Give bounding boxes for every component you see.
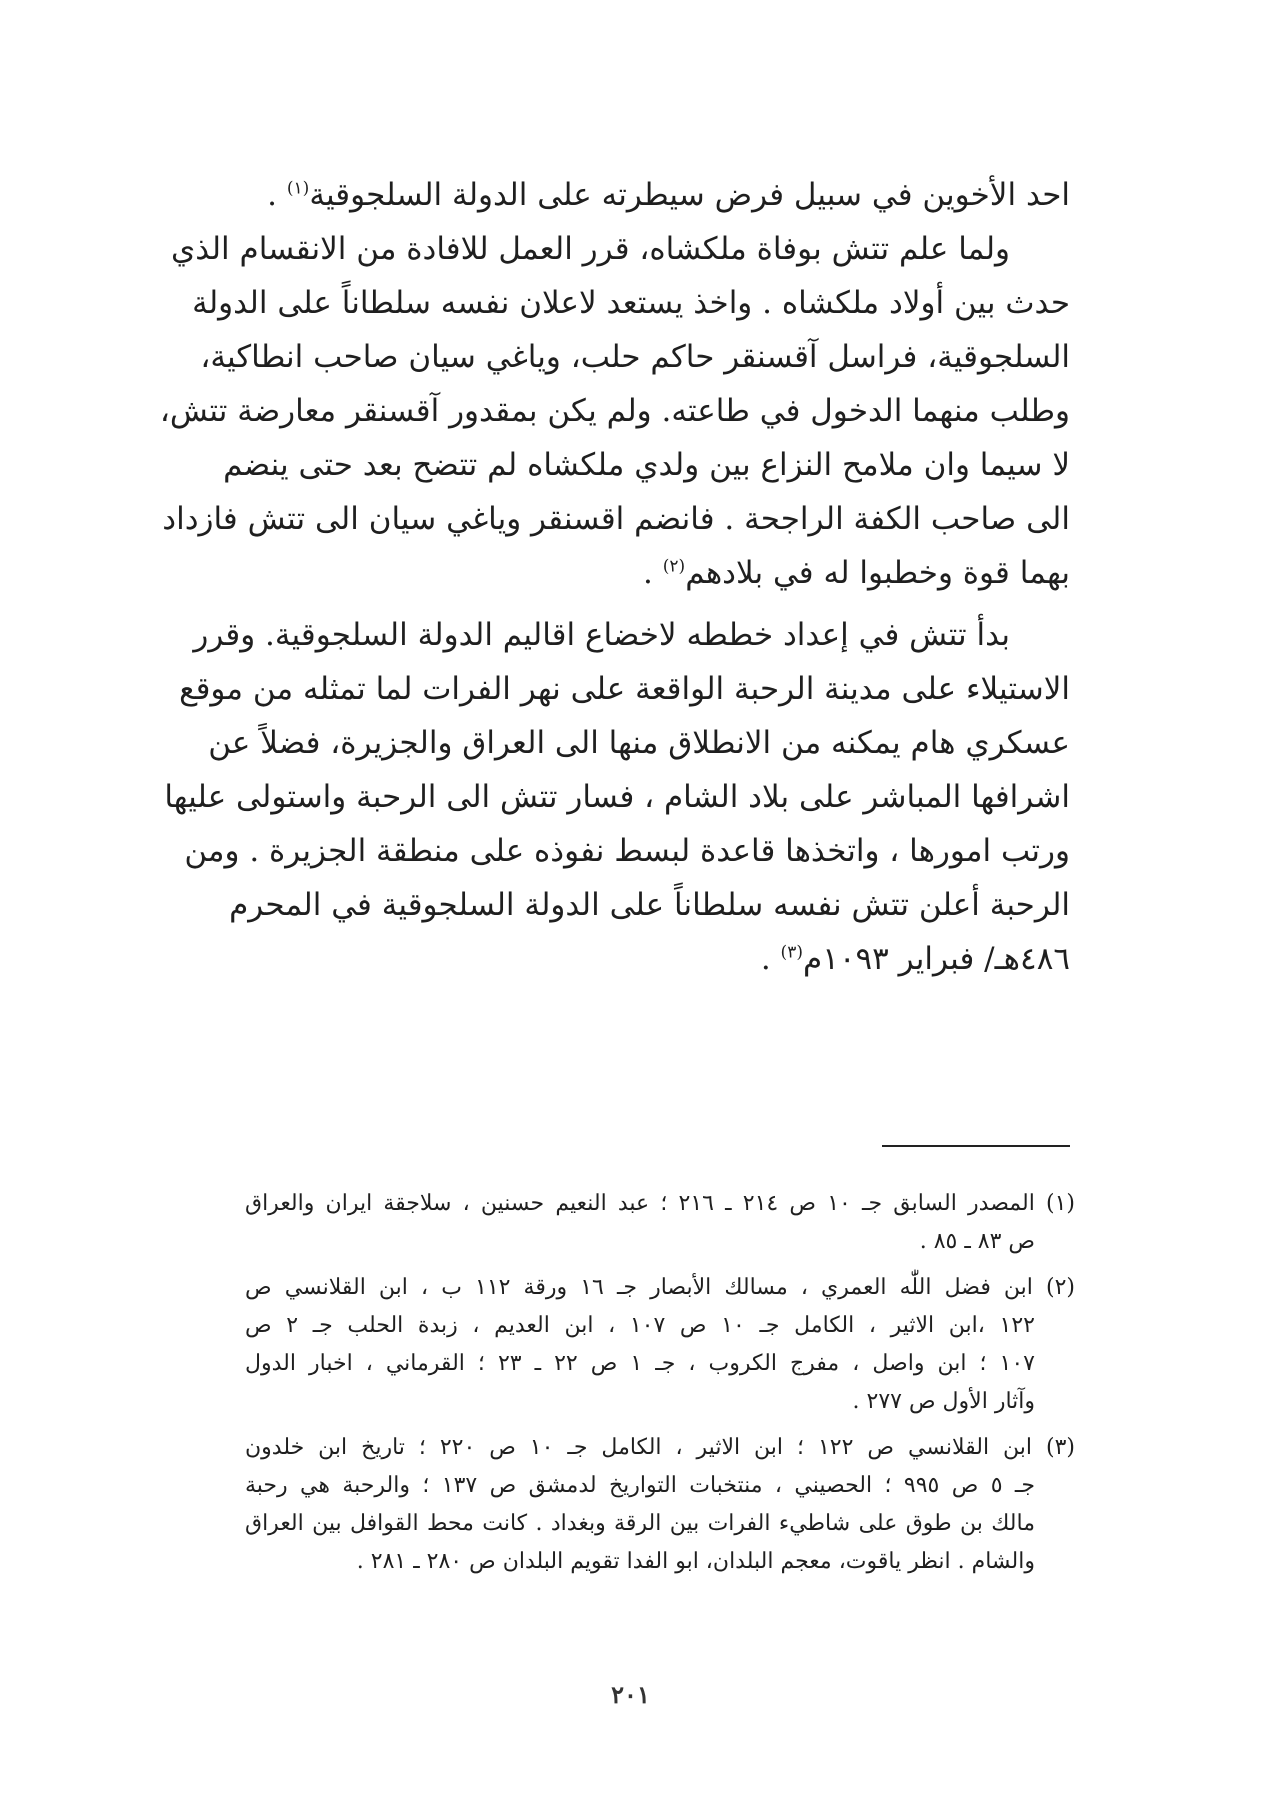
footnote-line: ص ٨٣ ـ ٨٥ . [919,1229,1035,1254]
period: . [267,177,287,213]
text-line: ورتب امورها ، واتخذها قاعدة لبسط نفوذه على منطقة الجزيرة . ومن [184,833,1070,869]
text-line: اشرافها المباشر على بلاد الشام ، فسار تتش الى الرحبة واستولى عليها [164,779,1070,815]
footnote-line: جـ ٥ ص ٩٩٥ ؛ الحصيني ، منتخبات التواريخ لدمشق ص ١٣٧ ؛ والرحبة هي رحبة [245,1473,1035,1498]
period: . [760,941,781,977]
footnote-line: ١٢٢ ،ابن الاثير ، الكامل جـ ١٠ ص ١٠٧ ، ابن العديم ، زبدة الحلب جـ ٢ ص [245,1313,1035,1338]
text-line: ولما علم تتش بوفاة ملكشاه، قرر العمل للافادة من الانقسام الذي [171,231,1010,267]
footnote-2 [245,1269,1075,1421]
footnote-line: (٣) ابن القلانسي ص ١٢٢ ؛ ابن الاثير ، الكامل جـ ١٠ ص ٢٢٠ ؛ تاريخ ابن خلدون [245,1435,1076,1460]
line-text: بهما قوة وخطبوا له في بلادهم [685,555,1070,591]
text-line: السلجوقية، فراسل آقسنقر حاكم حلب، وياغي سيان صاحب انطاكية، [200,339,1070,375]
footnote-ref-1[interactable]: (١) [286,178,310,199]
footnote-1 [245,1185,1075,1261]
text-line: عسكري هام يمكنه من الانطلاق منها الى العراق والجزيرة، فضلاً عن [208,725,1070,761]
line-text: احد الأخوين في سبيل فرض سيطرته على الدولة السلجوقية [309,177,1070,213]
text-line [250,168,1070,222]
text-line: حدث بين أولاد ملكشاه . واخذ يستعد لاعلان نفسه سلطاناً على الدولة [192,285,1070,321]
text-line: وطلب منهما الدخول في طاعته. ولم يكن بمقدور آقسنقر معارضة تتش، [159,393,1070,429]
text-line: الرحبة أعلن تتش نفسه سلطاناً على الدولة السلجوقية في المحرم [229,887,1070,923]
footnote-line: (١) المصدر السابق جـ ١٠ ص ٢١٤ ـ ٢١٦ ؛ عبد النعيم حسنين ، سلاجقة ايران والعراق [245,1191,1075,1216]
footnote-line: والشام . انظر ياقوت، معجم البلدان، ابو الفدا تقويم البلدان ص ٢٨٠ ـ ٢٨١ . [356,1549,1035,1574]
footnote-line: (٢) ابن فضل اللّٰه العمري ، مسالك الأبصار جـ ١٦ ورقة ١١٢ ب ، ابن القلانسي ص [245,1275,1076,1300]
footnote-line: وآثار الأول ص ٢٧٧ . [852,1389,1035,1414]
footnote-line: ١٠٧ ؛ ابن واصل ، مفرج الكروب ، جـ ١ ص ٢٢ ـ ٢٣ ؛ القرماني ، اخبار الدول [245,1351,1035,1376]
text-line [250,932,1070,986]
footnote-ref-3[interactable]: (٣) [780,942,804,963]
text-line: الاستيلاء على مدينة الرحبة الواقعة على نهر الفرات لما تمثله من موقع [179,671,1070,707]
page-number: ٢٠١ [611,1680,650,1709]
footnotes [245,1185,1075,1581]
text-line: بدأ تتش في إعداد خططه لاخضاع اقاليم الدولة السلجوقية. وقرر [193,617,1010,653]
footnote-separator [882,1145,1070,1147]
line-text: ٤٨٦هـ/ فبراير ١٠٩٣م [803,941,1070,977]
footnote-ref-2[interactable]: (٢) [662,556,686,577]
main-text [159,168,1070,986]
footnote-3 [245,1429,1075,1581]
text-line [250,546,1070,600]
text-line: الى صاحب الكفة الراجحة . فانضم اقسنقر وياغي سيان الى تتش فازداد [162,501,1070,537]
footnote-line: مالك بن طوق على شاطيء الفرات بين الرقة وبغداد . كانت محط القوافل بين العراق [245,1511,1035,1536]
text-line: لا سيما وان ملامح النزاع بين ولدي ملكشاه لم تتضح بعد حتى ينضم [223,447,1070,483]
period: . [643,555,663,591]
